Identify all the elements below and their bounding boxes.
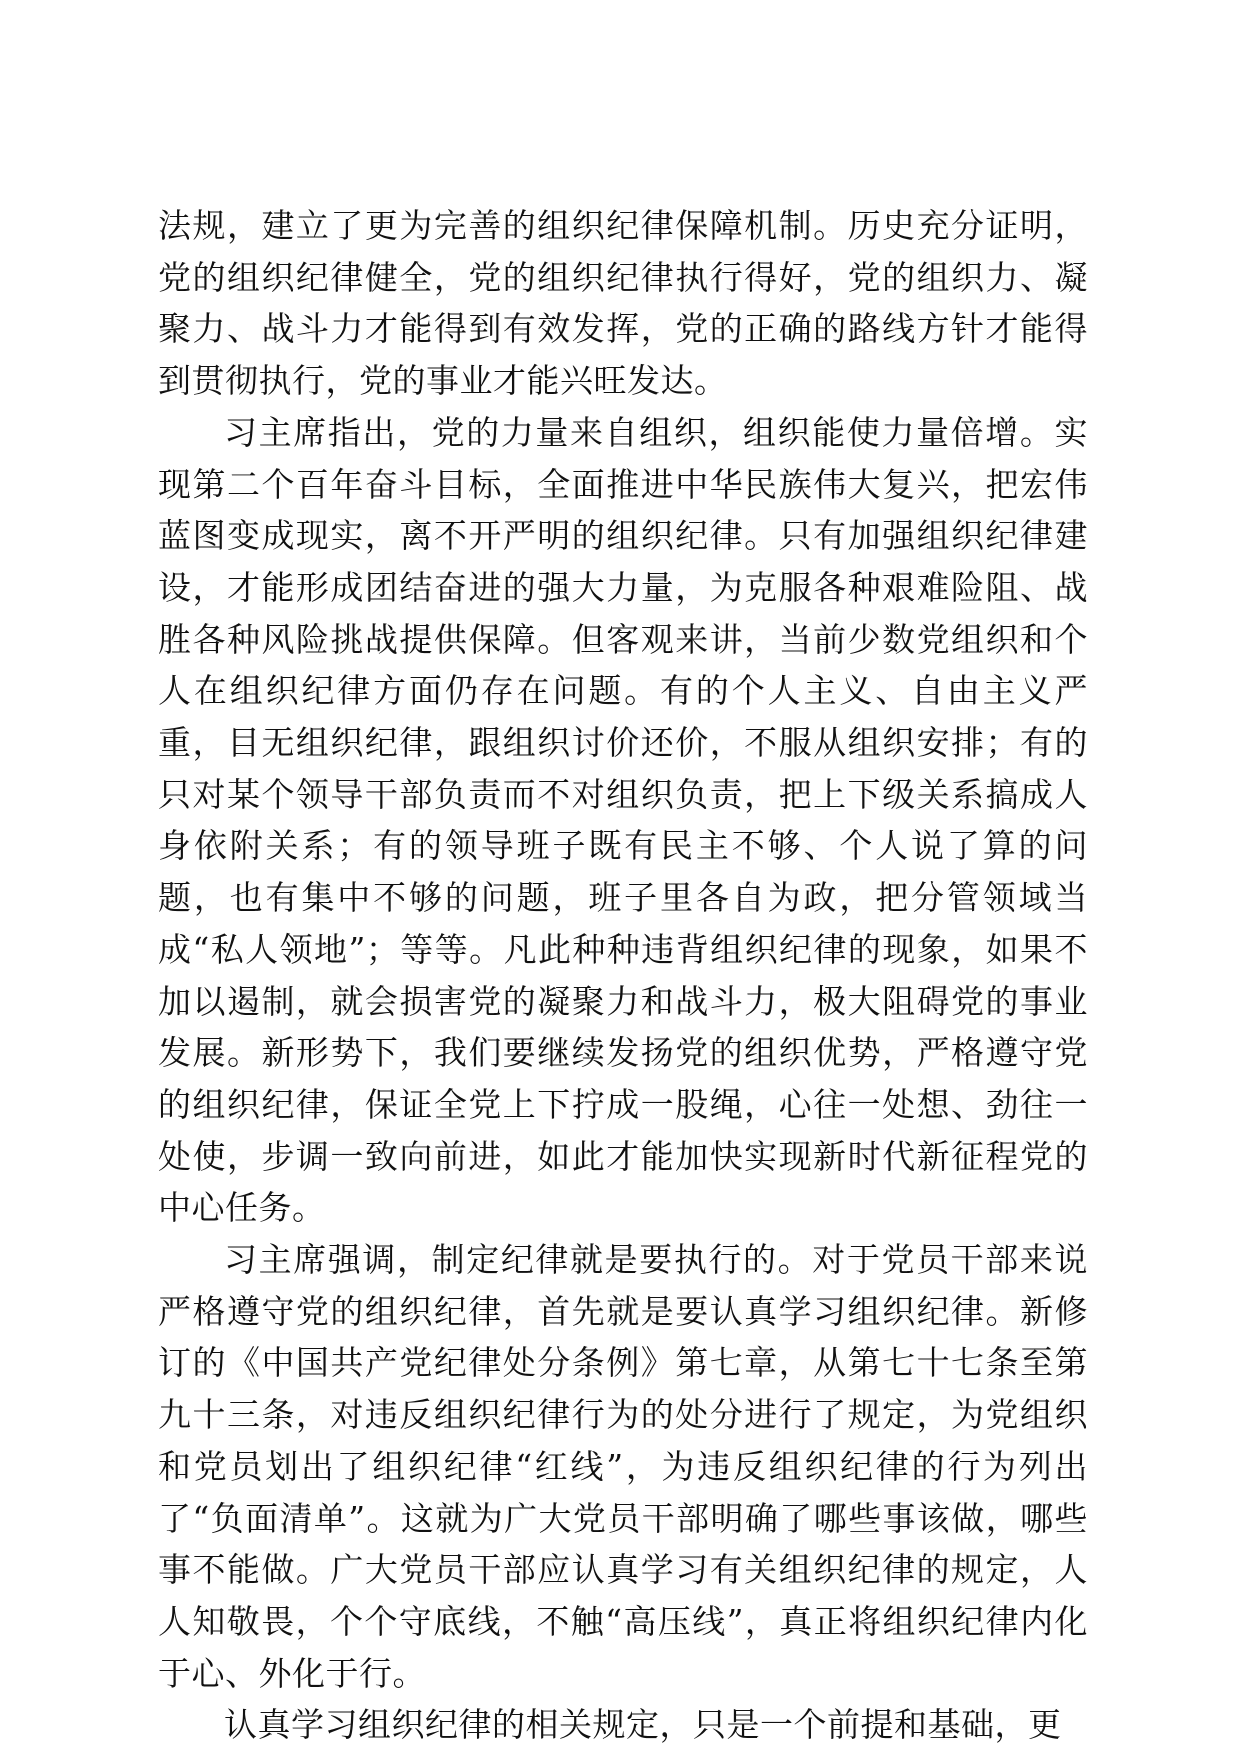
paragraph-2: 习主席指出，党的力量来自组织，组织能使力量倍增。实现第二个百年奋斗目标，全面推进中华民族伟大复兴，把宏伟蓝图变成现实，离不开严明的组织纪律。只有加强组织纪律建设，才能形成团结奋进的强大力量，为克服各种艰难险阻、战胜各种风险挑战提供保障。但客观来讲，当前少数党组织和个人在组织纪律方面仍存在问题。有的个人主义、自由主义严重，目无组织纪律，跟组织讨价还价，不服从组织安排；有的只对某个领导干部负责而不对组织负责，把上下级关系搞成人身依附关系；有的领导班子既有民主不够、个人说了算的问题，也有集中不够的问题，班子里各自为政，把分管领域当成“私人领地”；等等。凡此种种违背组织纪律的现象，如果不加以遏制，就会损害党的凝聚力和战斗力，极大阻碍党的事业发展。新形势下，我们要继续发扬党的组织优势，严格遵守党的组织纪律，保证全党上下拧成一股绳，心往一处想、劲往一处使，步调一致向前进，如此才能加快实现新时代新征程党的中心任务。	[158, 412, 1088, 1228]
paragraph-1: 法规，建立了更为完善的组织纪律保障机制。历史充分证明，党的组织纪律健全，党的组织纪律执行得好，党的组织力、凝聚力、战斗力才能得到有效发挥，党的正确的路线方针才能得到贯彻执行，党的事业才能兴旺发达。	[158, 206, 1088, 401]
paragraph-3: 习主席强调，制定纪律就是要执行的。对于党员干部来说严格遵守党的组织纪律，首先就是要认真学习组织纪律。新修订的《中国共产党纪律处分条例》第七章，从第七十七条至第九十三条，对违反组织纪律行为的处分进行了规定，为党组织和党员划出了组织纪律“红线”，为违反组织纪律的行为列出了“负面清单”。这就为广大党员干部明确了哪些事该做，哪些事不能做。广大党员干部应认真学习有关组织纪律的规定，人人知敬畏，个个守底线，不触“高压线”，真正将组织纪律内化于心、外化于行。	[158, 1240, 1088, 1693]
paragraph-4: 认真学习组织纪律的相关规定，只是一个前提和基础，更	[224, 1705, 1062, 1745]
body-text	[158, 200, 1088, 1751]
